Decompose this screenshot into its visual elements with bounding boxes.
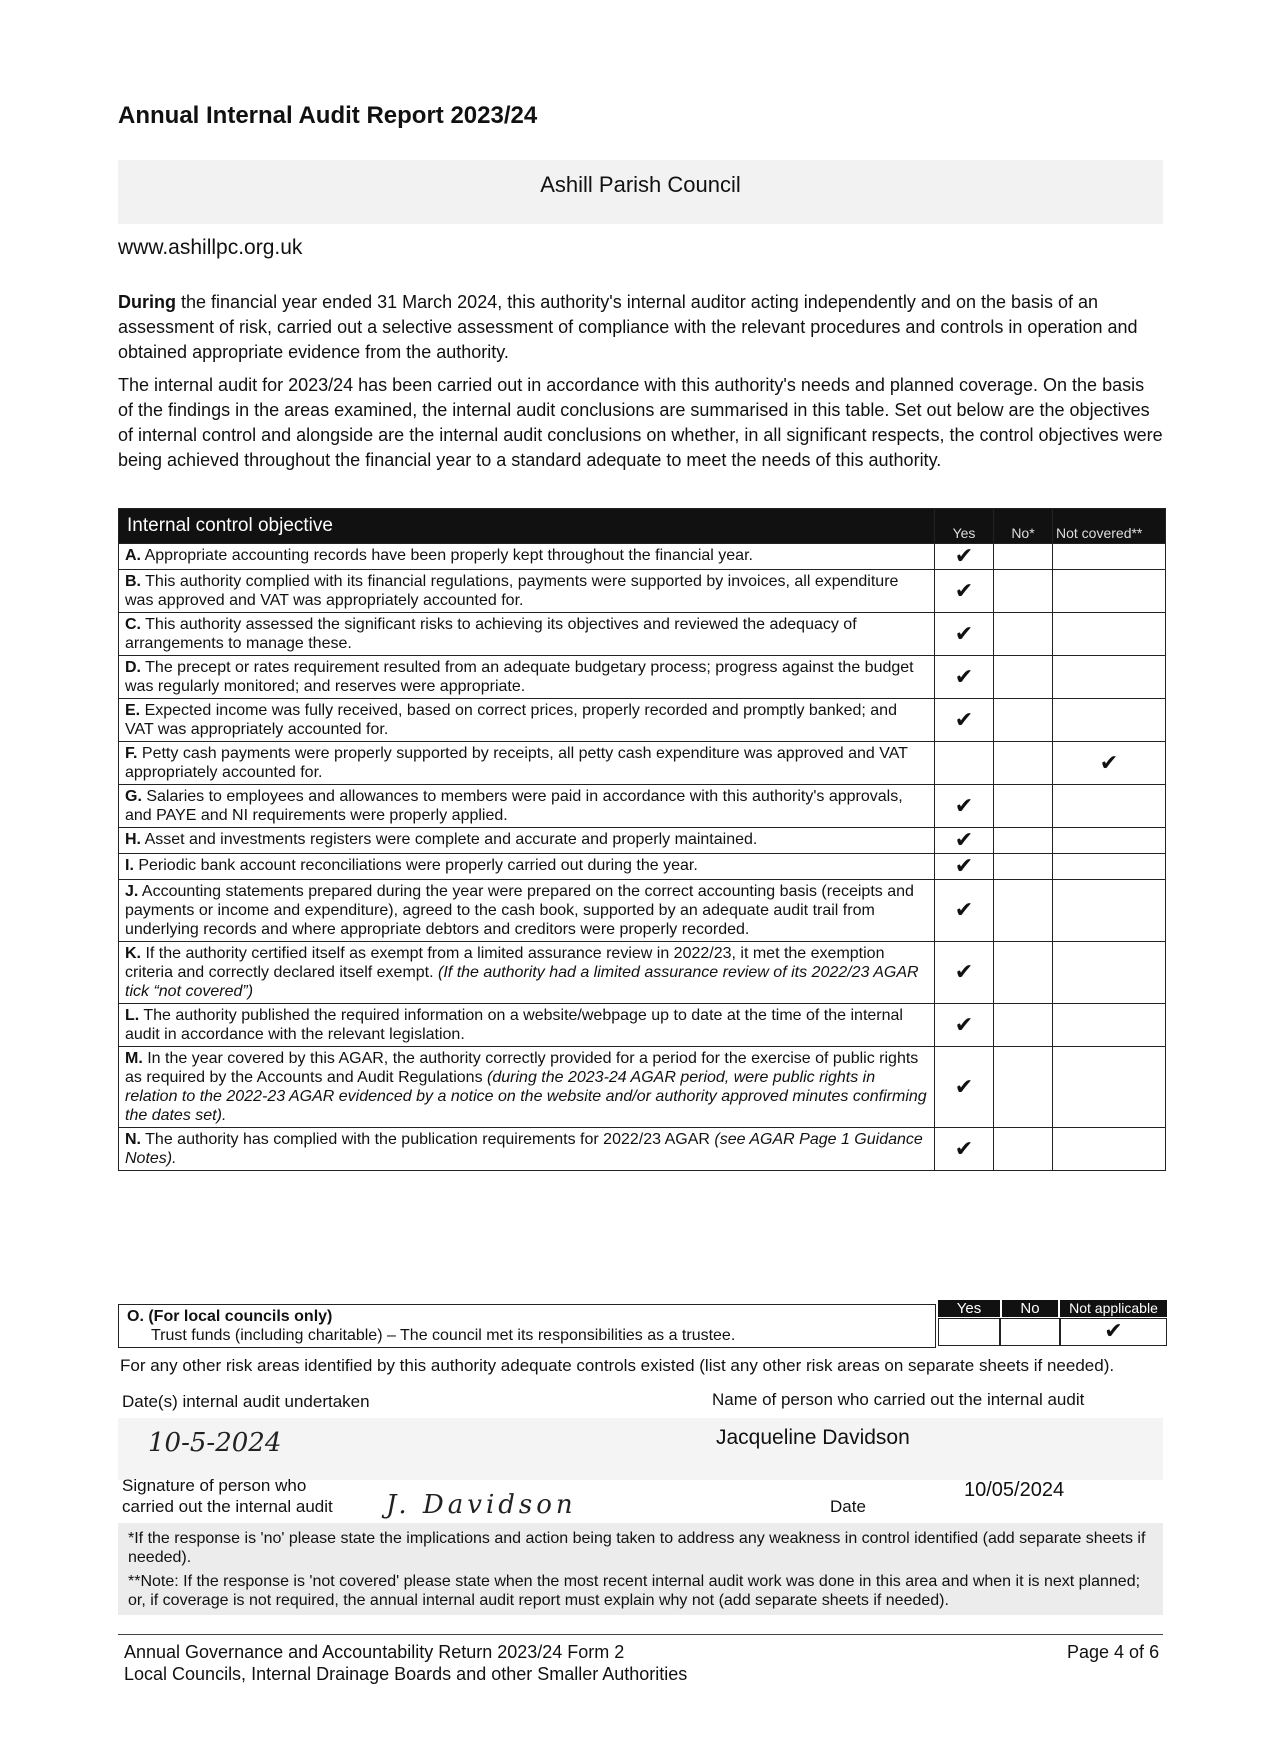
not-covered-cell[interactable]	[1053, 942, 1166, 1004]
intro-lead-word: During	[118, 292, 176, 312]
date-label: Date	[830, 1497, 866, 1516]
no-cell[interactable]	[994, 854, 1053, 880]
yes-cell[interactable]	[935, 854, 994, 880]
yes-cell[interactable]	[935, 613, 994, 656]
tick-mark-icon: ✔	[954, 578, 974, 604]
page-title: Annual Internal Audit Report 2023/24	[118, 102, 538, 129]
yes-cell[interactable]	[935, 880, 994, 942]
not-covered-cell[interactable]	[1053, 656, 1166, 699]
row-o-box	[118, 1304, 936, 1348]
table-header-objective: Internal control objective	[119, 509, 935, 544]
tick-mark-icon: ✔	[954, 621, 974, 647]
yes-cell[interactable]	[935, 656, 994, 699]
row-o-no-cell[interactable]	[1000, 1318, 1060, 1346]
tick-mark-icon: ✔	[954, 544, 974, 569]
no-cell[interactable]	[994, 742, 1053, 785]
objective-cell	[119, 656, 935, 699]
table-row	[119, 828, 1166, 854]
no-cell[interactable]	[994, 1047, 1053, 1128]
objective-cell	[119, 544, 935, 570]
not-covered-cell[interactable]	[1053, 570, 1166, 613]
row-o-header-na: Not applicable	[1060, 1300, 1167, 1317]
objective-letter: I.	[125, 857, 134, 874]
yes-cell[interactable]	[935, 1128, 994, 1171]
yes-cell[interactable]	[935, 1004, 994, 1047]
table-row	[119, 544, 1166, 570]
objective-note: (see AGAR Page 1 Guidance Notes).	[125, 1131, 923, 1167]
intro-paragraph-1	[118, 290, 1163, 365]
website-url: www.ashillpc.org.uk	[118, 236, 303, 259]
objective-text: Periodic bank account reconciliations were properly carried out during the year.	[138, 857, 698, 874]
table-header-not-covered: Not covered**	[1053, 509, 1166, 544]
objective-cell	[119, 1128, 935, 1171]
signature-label	[122, 1475, 333, 1517]
no-cell[interactable]	[994, 613, 1053, 656]
table-header-no: No*	[994, 509, 1053, 544]
objective-letter: C.	[125, 616, 141, 633]
row-o-header-no: No	[1002, 1300, 1058, 1317]
no-cell[interactable]	[994, 785, 1053, 828]
objective-text: Appropriate accounting records have been properly kept throughout the financial year.	[144, 547, 753, 564]
yes-cell[interactable]	[935, 1047, 994, 1128]
audit-dates-handwritten: 10-5-2024	[148, 1428, 282, 1458]
objective-cell	[119, 880, 935, 942]
tick-mark-icon: ✔	[954, 854, 974, 879]
tick-mark-icon: ✔	[954, 1012, 974, 1038]
tick-mark-icon: ✔	[1099, 750, 1119, 776]
objective-text: Expected income was fully received, based on correct prices, properly recorded and promptly banked; and VAT was appropriately accounted for.	[125, 702, 897, 738]
no-cell[interactable]	[994, 699, 1053, 742]
table-row	[119, 854, 1166, 880]
yes-cell[interactable]	[935, 544, 994, 570]
objective-letter: D.	[125, 659, 141, 676]
not-covered-cell[interactable]	[1053, 828, 1166, 854]
objective-cell	[119, 1004, 935, 1047]
objective-letter: E.	[125, 702, 141, 719]
not-covered-cell[interactable]	[1053, 1004, 1166, 1047]
objective-letter: M.	[125, 1050, 143, 1067]
auditor-name-label: Name of person who carried out the internal audit	[712, 1390, 1085, 1409]
objective-cell	[119, 613, 935, 656]
yes-cell[interactable]	[935, 570, 994, 613]
yes-cell[interactable]	[935, 942, 994, 1004]
footer-line-2: Local Councils, Internal Drainage Boards and other Smaller Authorities	[124, 1664, 688, 1684]
table-body	[119, 544, 1166, 1171]
council-name: Ashill Parish Council	[540, 172, 741, 197]
objective-letter: H.	[125, 831, 141, 848]
tick-mark-icon: ✔	[954, 664, 974, 690]
council-name-band	[118, 160, 1163, 224]
table-row	[119, 1004, 1166, 1047]
not-covered-cell[interactable]	[1053, 544, 1166, 570]
table-row	[119, 742, 1166, 785]
objective-note: (during the 2023-24 AGAR period, were public rights in relation to the 2022-23 AGAR evidenced by a notice on the website and/or authority approved minutes confirming the dates set).	[125, 1069, 927, 1124]
row-o-yes-cell[interactable]	[938, 1318, 1000, 1346]
table-row	[119, 1128, 1166, 1171]
objective-cell	[119, 1047, 935, 1128]
intro-paragraph-2: The internal audit for 2023/24 has been carried out in accordance with this authority's needs and planned coverage. On the basis of the findings in the areas examined, the internal audit conclusions are summarised in this table. Set out below are the objectives of internal control and alongside are the internal audit conclusions on whether, in all significant respects, the control objectives were being achieved throughout the financial year to a standard adequate to meet the needs of this authority.	[118, 375, 1163, 470]
objective-cell	[119, 699, 935, 742]
yes-cell[interactable]	[935, 742, 994, 785]
auditor-signature: J. Davidson	[386, 1490, 577, 1520]
objective-letter: K.	[125, 945, 141, 962]
table-row	[119, 785, 1166, 828]
not-covered-cell[interactable]	[1053, 1128, 1166, 1171]
table-row	[119, 1047, 1166, 1128]
objective-text: Accounting statements prepared during the year were prepared on the correct accounting basis (receipts and payments or income and expenditure), agreed to the cash book, supported by an adequate audit trail from underlying records and where appropriate debtors and creditors were properly recorded.	[125, 883, 914, 938]
objective-text: In the year covered by this AGAR, the authority correctly provided for a period for the exercise of public rights as required by the Accounts and Audit Regulations	[125, 1050, 919, 1086]
no-cell[interactable]	[994, 942, 1053, 1004]
objective-letter: L.	[125, 1007, 140, 1024]
row-o-header-yes: Yes	[938, 1300, 1000, 1317]
signature-label-line-2: carried out the internal audit	[122, 1497, 333, 1516]
not-covered-cell[interactable]	[1053, 880, 1166, 942]
signature-label-line-1: Signature of person who	[122, 1476, 307, 1495]
tick-mark-icon: ✔	[954, 898, 974, 923]
tick-mark-icon: ✔	[954, 960, 974, 985]
objective-cell	[119, 742, 935, 785]
not-covered-cell[interactable]	[1053, 613, 1166, 656]
objective-text: Petty cash payments were properly supported by receipts, all petty cash expenditure was approved and VAT appropriately accounted for.	[125, 745, 908, 781]
objective-letter: N.	[125, 1131, 141, 1148]
not-covered-cell[interactable]	[1053, 699, 1166, 742]
no-cell[interactable]	[994, 1128, 1053, 1171]
table-row	[119, 570, 1166, 613]
yes-cell[interactable]	[935, 828, 994, 854]
table-row	[119, 942, 1166, 1004]
table-header-row	[119, 509, 1166, 544]
table-header-yes: Yes	[935, 509, 994, 544]
objective-letter: A.	[125, 547, 141, 564]
other-risks-statement: For any other risk areas identified by this authority adequate controls existed (list any other risk areas on separate sheets if needed).	[120, 1356, 1115, 1375]
objective-text: The authority published the required information on a website/webpage up to date at the time of the internal audit in accordance with the relevant legislation.	[125, 1007, 903, 1043]
objective-text: The precept or rates requirement resulted from an adequate budgetary process; progress against the budget was regularly monitored; and reserves were appropriate.	[125, 659, 914, 695]
not-covered-cell[interactable]	[1053, 854, 1166, 880]
not-covered-cell[interactable]	[1053, 785, 1166, 828]
notes-box	[118, 1523, 1163, 1615]
date-value: 10/05/2024	[964, 1479, 1065, 1501]
no-cell[interactable]	[994, 570, 1053, 613]
internal-control-table	[118, 508, 1166, 1171]
not-covered-cell[interactable]	[1053, 1047, 1166, 1128]
table-row	[119, 613, 1166, 656]
footer-divider	[118, 1634, 1163, 1635]
objective-cell	[119, 785, 935, 828]
page-number: Page 4 of 6	[1067, 1642, 1160, 1662]
no-cell[interactable]	[994, 544, 1053, 570]
objective-letter: G.	[125, 788, 142, 805]
no-cell[interactable]	[994, 880, 1053, 942]
objective-text: This authority complied with its financial regulations, payments were supported by invoices, all expenditure was approved and VAT was appropriately accounted for.	[125, 573, 899, 609]
objective-note: (If the authority had a limited assurance review of its 2022/23 AGAR tick “not covered”)	[125, 964, 919, 1000]
tick-mark-icon: ✔	[954, 1074, 974, 1100]
objective-text: The authority has complied with the publication requirements for 2022/23 AGAR	[145, 1131, 710, 1148]
no-cell[interactable]	[994, 1004, 1053, 1047]
objective-cell	[119, 854, 935, 880]
not-covered-cell[interactable]	[1053, 742, 1166, 785]
tick-mark-icon: ✔	[1104, 1319, 1123, 1344]
yes-cell[interactable]	[935, 699, 994, 742]
tick-mark-icon: ✔	[954, 793, 974, 819]
objective-letter: B.	[125, 573, 141, 590]
audit-dates-label: Date(s) internal audit undertaken	[122, 1392, 370, 1411]
objective-cell	[119, 828, 935, 854]
objective-letter: J.	[125, 883, 139, 900]
objective-text: Salaries to employees and allowances to members were paid in accordance with this authority's approvals, and PAYE and NI requirements were properly applied.	[125, 788, 903, 824]
objective-text: If the authority certified itself as exempt from a limited assurance review in 2022/23, it met the exemption criteria and correctly declared itself exempt.	[125, 945, 885, 981]
tick-mark-icon: ✔	[954, 1136, 974, 1162]
row-o-text: Trust funds (including charitable) – The council met its responsibilities as a trustee.	[151, 1327, 736, 1344]
auditor-name: Jacqueline Davidson	[716, 1426, 910, 1449]
footer-form	[124, 1641, 687, 1685]
note-not-covered: **Note: If the response is 'not covered' please state when the most recent internal audit work was done in this area and when it is next planned; or, if coverage is not required, the annual internal audit report must explain why not (add separate sheets if needed).	[128, 1573, 1141, 1609]
intro-paragraph-1-text: the financial year ended 31 March 2024, this authority's internal auditor acting independently and on the basis of an assessment of risk, carried out a selective assessment of compliance with the relevant procedures and controls in operation and obtained appropriate evidence from the authority.	[118, 292, 1138, 362]
tick-mark-icon: ✔	[954, 828, 974, 853]
table-row	[119, 699, 1166, 742]
no-cell[interactable]	[994, 656, 1053, 699]
no-cell[interactable]	[994, 828, 1053, 854]
table-row	[119, 656, 1166, 699]
note-no-response: *If the response is 'no' please state the implications and action being taken to address any weakness in control identified (add separate sheets if needed).	[128, 1530, 1146, 1566]
footer-line-1: Annual Governance and Accountability Return 2023/24 Form 2	[124, 1642, 625, 1662]
objective-text: Asset and investments registers were complete and accurate and properly maintained.	[144, 831, 758, 848]
table-row	[119, 880, 1166, 942]
objective-cell	[119, 570, 935, 613]
tick-mark-icon: ✔	[954, 707, 974, 733]
objective-letter: F.	[125, 745, 138, 762]
yes-cell[interactable]	[935, 785, 994, 828]
objective-cell	[119, 942, 935, 1004]
objective-text: This authority assessed the significant risks to achieving its objectives and reviewed the adequacy of arrangements to manage these.	[125, 616, 857, 652]
row-o-na-cell[interactable]	[1060, 1318, 1167, 1346]
row-o-title: O. (For local councils only)	[127, 1308, 333, 1325]
